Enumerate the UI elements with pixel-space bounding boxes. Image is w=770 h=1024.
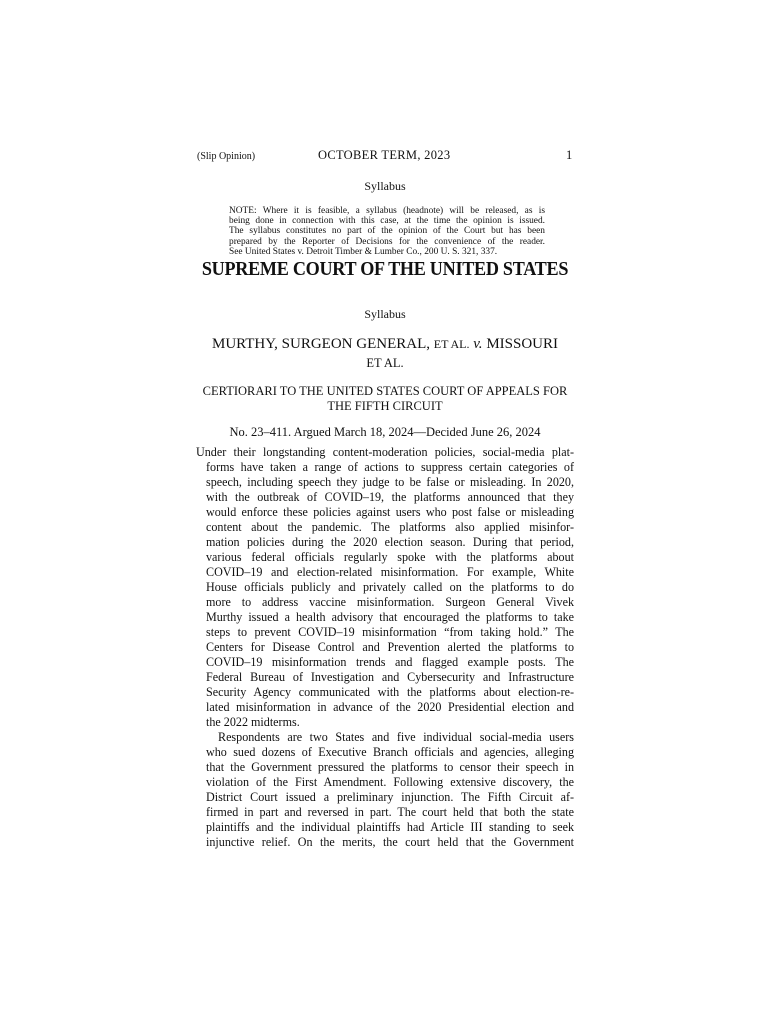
respondent-name: MISSOURI [486,336,558,352]
body-line: Centers for Disease Control and Prevention alerted the platforms to [206,640,574,654]
petitioner-name: MURTHY, SURGEON GENERAL, [211,336,430,352]
note-line: NOTE: Where it is feasible, a syllabus (headnote) will be released, as is [229,206,545,216]
body-line: Under their longstanding content-moderation policies, social-media plat- [196,445,574,459]
body-line: Respondents are two States and five individual social-media users [218,730,574,744]
body-line: with the outbreak of COVID–19, the platforms announced that they [206,490,574,504]
syllabus-body [196,445,574,850]
body-line: the 2022 midterms. [206,715,300,729]
body-line: steps to prevent COVID–19 misinformation “from taking hold.” The [206,625,574,639]
body-line: Murthy issued a health advisory that encouraged the platforms to take [206,610,574,624]
body-line: COVID–19 and election-related misinformation. For example, White [206,565,574,579]
syllabus-heading-secondary: Syllabus [364,307,406,321]
body-line: Federal Bureau of Investigation and Cybersecurity and Infrastructure [206,670,574,684]
body-line: that the Government pressured the platforms to censor their speech in [206,760,574,774]
case-caption [0,336,770,353]
body-line: violation of the First Amendment. Following extensive discovery, the [206,775,574,789]
body-line: more to address vaccine misinformation. Surgeon General Vivek [206,595,574,609]
slip-opinion-label: (Slip Opinion) [197,151,256,162]
case-caption-line-2: ET AL. [366,356,404,370]
body-line: would enforce these policies against users who post false or misleading [206,505,574,519]
body-line: House officials publicly and privately called on the platforms to do [206,580,574,594]
body-line: forms have taken a range of actions to suppress certain categories of [206,460,574,474]
certiorari-line-2: THE FIFTH CIRCUIT [327,399,443,413]
et-al-label: ET AL. [433,337,470,351]
reporter-note [229,206,545,257]
page-number: 1 [566,148,573,162]
court-name: SUPREME COURT OF THE UNITED STATES [201,259,569,280]
note-line: See United States v. Detroit Timber & Lumber Co., 200 U. S. 321, 337. [229,246,498,257]
certiorari-line-1: CERTIORARI TO THE UNITED STATES COURT OF APPEALS FOR [202,384,568,398]
body-line: firmed in part and reversed in part. The court held that both the state [206,805,574,819]
note-line: The syllabus constitutes no part of the opinion of the Court but has been [229,226,545,237]
body-line: lated misinformation in advance of the 2020 Presidential election and [206,700,574,714]
body-line: content about the pandemic. The platforms also applied misinfor- [206,520,574,534]
body-line: Security Agency communicated with the platforms about election-re- [206,685,574,699]
body-line: COVID–19 misinformation trends and flagged example posts. The [206,655,574,669]
versus-label: v. [473,336,483,352]
body-line: plaintiffs and the individual plaintiffs had Article III standing to seek [206,820,574,834]
body-line: mation policies during the 2020 election season. During that period, [206,535,574,549]
body-line: injunctive relief. On the merits, the court held that the Government [206,835,574,849]
note-line: prepared by the Reporter of Decisions for the convenience of the reader. [229,236,545,247]
body-line: speech, including speech they judge to be false or misleading. In 2020, [206,475,574,489]
term-heading: OCTOBER TERM, 2023 [318,148,451,162]
syllabus-heading: Syllabus [364,179,406,193]
body-line: District Court issued a preliminary injunction. The Fifth Circuit af- [206,790,574,804]
body-line: who sued dozens of Executive Branch officials and agencies, alleging [206,745,574,759]
body-line: various federal officials regularly spoke with the platforms about [206,550,574,564]
note-line: being done in connection with this case, at the time the opinion is issued. [229,216,545,227]
docket-info: No. 23–411. Argued March 18, 2024—Decided June 26, 2024 [229,425,541,439]
